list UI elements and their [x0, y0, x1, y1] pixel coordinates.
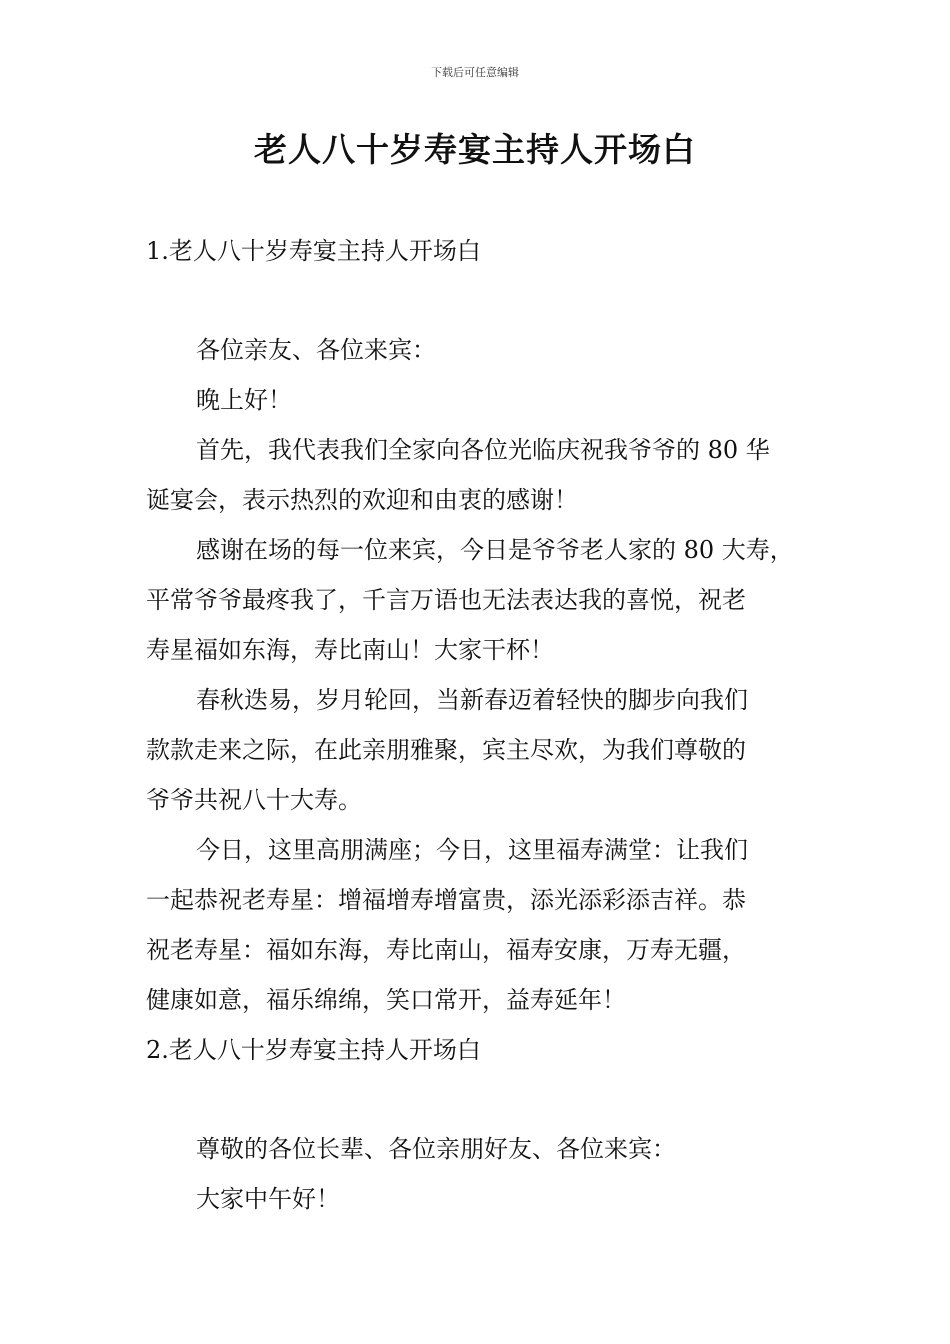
header-note: 下载后可任意编辑 — [431, 66, 519, 79]
paragraph-line: 今日，这里高朋满座；今日，这里福寿满堂：让我们 — [196, 836, 748, 864]
section-1-greeting: 各位亲友、各位来宾： — [196, 336, 436, 364]
section-1-hello: 晚上好！ — [196, 386, 292, 414]
section-1-paragraph-2 — [146, 525, 816, 675]
paragraph-line: 爷爷共祝八十大寿。 — [146, 786, 362, 814]
section-1-heading: 1.老人八十岁寿宴主持人开场白 — [146, 237, 481, 265]
section-1-paragraph-3 — [146, 675, 816, 825]
paragraph-line: 诞宴会，表示热烈的欢迎和由衷的感谢！ — [146, 486, 578, 514]
paragraph-line: 春秋迭易，岁月轮回，当新春迈着轻快的脚步向我们 — [196, 686, 748, 714]
spacer — [146, 276, 816, 325]
paragraph-line: 首先，我代表我们全家向各位光临庆祝我爷爷的 80 华 — [196, 436, 770, 464]
paragraph-line: 款款走来之际，在此亲朋雅聚，宾主尽欢，为我们尊敬的 — [146, 736, 746, 764]
paragraph-line: 一起恭祝老寿星：增福增寿增富贵，添光添彩添吉祥。恭 — [146, 886, 746, 914]
paragraph-line: 感谢在场的每一位来宾，今日是爷爷老人家的 80 大寿， — [196, 536, 794, 564]
paragraph-line: 平常爷爷最疼我了，千言万语也无法表达我的喜悦，祝老 — [146, 586, 746, 614]
section-2-heading: 2.老人八十岁寿宴主持人开场白 — [146, 1036, 481, 1064]
page-title: 老人八十岁寿宴主持人开场白 — [254, 130, 696, 169]
paragraph-line: 健康如意，福乐绵绵，笑口常开，益寿延年！ — [146, 986, 626, 1014]
section-2-greeting: 尊敬的各位长辈、各位亲朋好友、各位来宾： — [196, 1135, 676, 1163]
paragraph-line: 祝老寿星：福如东海，寿比南山，福寿安康，万寿无疆， — [146, 936, 746, 964]
document-body — [146, 226, 816, 1224]
paragraph-line: 寿星福如东海，寿比南山！大家干杯！ — [146, 636, 554, 664]
section-1-paragraph-1 — [146, 425, 816, 525]
section-1-paragraph-4 — [146, 825, 816, 1025]
spacer — [146, 1075, 816, 1124]
section-2-hello: 大家中午好！ — [196, 1185, 340, 1213]
